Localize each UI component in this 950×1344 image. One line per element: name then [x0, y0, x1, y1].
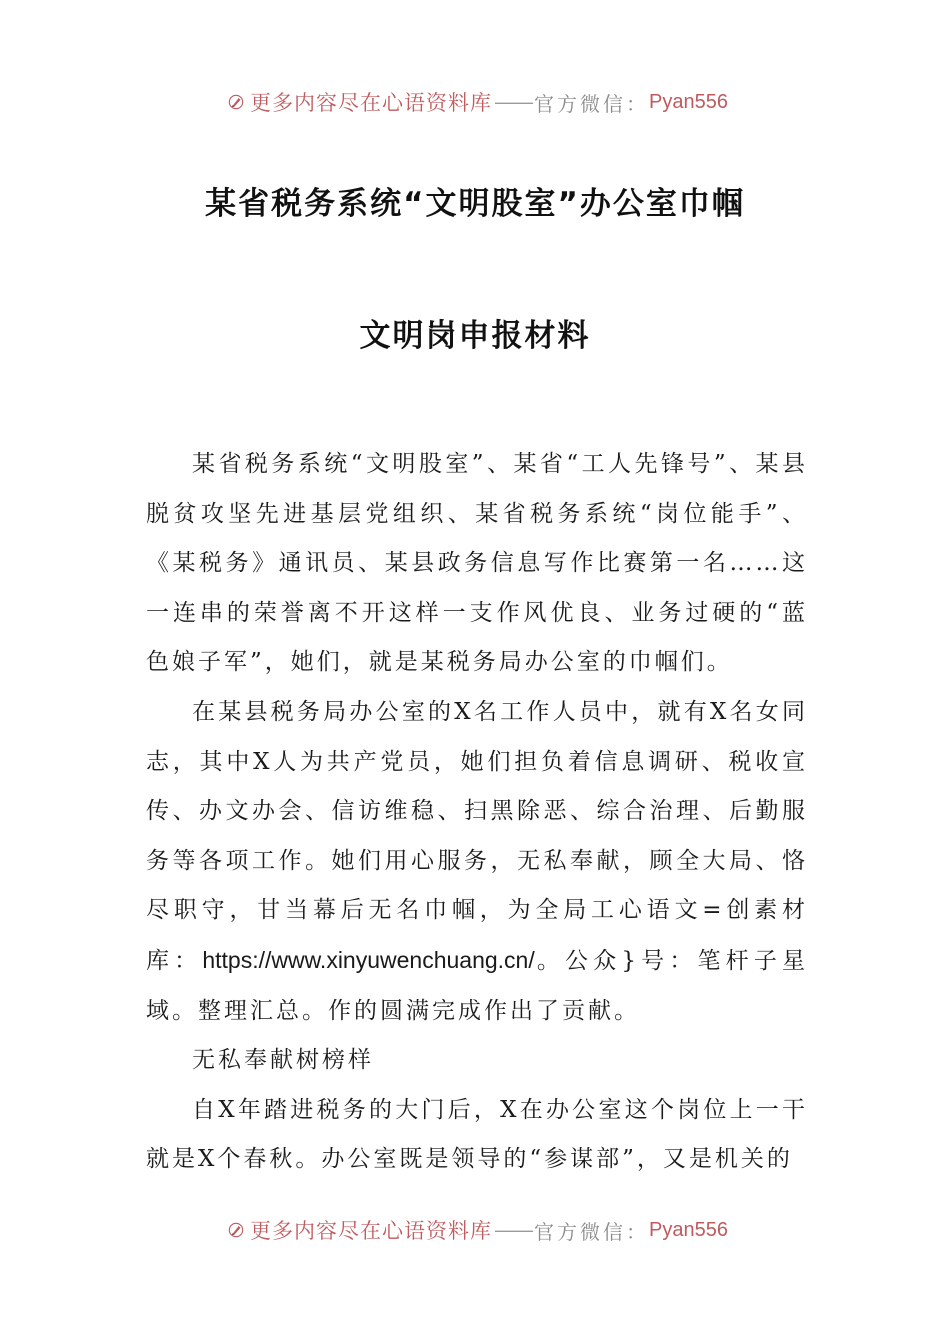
banner-separator: —— — [494, 1218, 533, 1242]
document-body — [146, 440, 808, 1185]
paragraph-3: 自X年踏进税务的大门后，X在办公室这个岗位上一干就是X个春秋。办公室既是领导的“参谋部”，又是机关的 — [146, 1096, 808, 1173]
paragraph-2-text-b: 。公众}号：笔杆子星域。整理汇总。作的圆满完成作出了贡献。 — [146, 947, 808, 1024]
document-title-line1: 某省税务系统“文明股室”办公室巾帼 — [205, 186, 745, 222]
banner-wechat-label: 官方微信： — [534, 91, 650, 116]
banner-text: 更多内容尽在心语资料库 — [250, 91, 493, 115]
paragraph-1: 某省税务系统“文明股室”、某省“工人先锋号”、某县脱贫攻坚先进基层党组织、某省税务系统“岗位能手”、《某税务》通讯员、某县政务信息写作比赛第一名……这一连串的荣誉离不开这样一支作风优良、业务过硬的“蓝色娘子军”，她们，就是某税务局办公室的巾帼们。 — [146, 451, 808, 676]
paragraph-2-url: https://www.xinyuwenchuang.cn/ — [202, 946, 535, 973]
banner-separator: —— — [494, 90, 533, 114]
header-banner — [228, 82, 728, 122]
banner-text: 更多内容尽在心语资料库 — [250, 1219, 493, 1243]
document-title-line2: 文明岗申报材料 — [359, 318, 591, 354]
banner-wechat-id: Pyan556 — [649, 90, 728, 113]
banner-wechat-id: Pyan556 — [649, 1218, 728, 1241]
footer-banner — [228, 1210, 728, 1250]
pen-nib-logo-icon — [228, 1212, 244, 1248]
banner-wechat-label: 官方微信： — [534, 1219, 650, 1244]
paragraph-2-text-a: 在某县税务局办公室的X名工作人员中，就有X名女同志，其中X人为共产党员，她们担负着信息调研、税收宣传、办文办会、信访维稳、扫黑除恶、综合治理、后勤服务等各项工作。她们用心服务，无私奉献，顾全大局、恪尽职守，甘当幕后无名巾帼，为全局工心语文=创素材库： — [146, 698, 808, 974]
paragraph-2 — [146, 688, 808, 1036]
pen-nib-logo-icon — [228, 84, 244, 120]
section-subheading: 无私奉献树榜样 — [192, 1047, 374, 1074]
